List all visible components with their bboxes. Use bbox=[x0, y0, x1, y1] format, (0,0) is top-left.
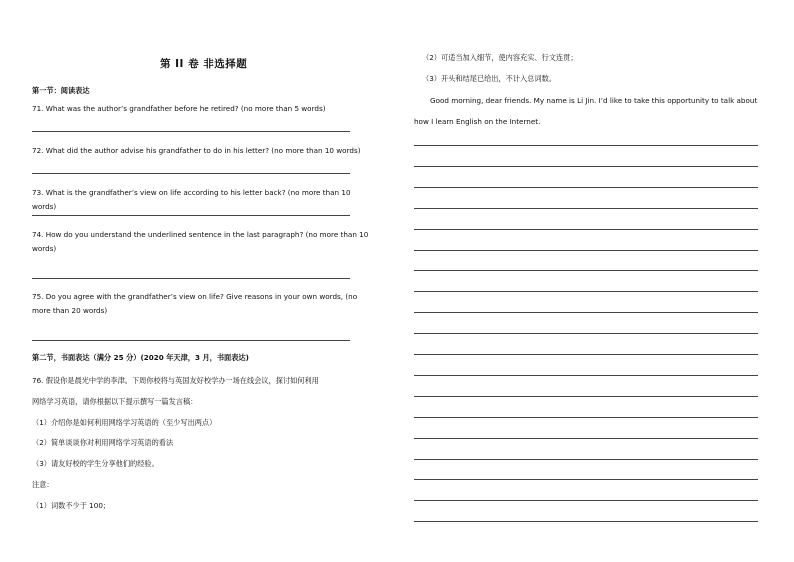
question-72: 72. What did the author advise his grandfather to do in his letter? (no more than 10 words) bbox=[32, 146, 361, 155]
writing-line[interactable] bbox=[414, 291, 758, 292]
writing-line[interactable] bbox=[414, 145, 758, 146]
writing-line[interactable] bbox=[414, 270, 758, 271]
opening-line-2: how I learn English on the Internet. bbox=[414, 117, 541, 126]
writing-line[interactable] bbox=[414, 479, 758, 480]
writing-line[interactable] bbox=[414, 166, 758, 167]
question-74: 74. How do you understand the underlined sentence in the last paragraph? (no more than 10 words) bbox=[32, 230, 369, 253]
writing-line[interactable] bbox=[414, 208, 758, 209]
writing-line[interactable] bbox=[414, 250, 758, 251]
note-2: （2）可适当加入细节，使内容充实、行文连贯； bbox=[422, 53, 578, 62]
answer-line-74[interactable] bbox=[32, 278, 350, 279]
answer-line-75[interactable] bbox=[32, 340, 350, 341]
opening-line-1: Good morning, dear friends. My name is Li Jin. I’d like to take this opportunity to talk about bbox=[430, 96, 758, 105]
writing-line[interactable] bbox=[414, 438, 758, 439]
prompt-point-2: （2）简单谈谈你对利用网络学习英语的看法 bbox=[32, 438, 174, 447]
answer-line-73[interactable] bbox=[32, 215, 350, 216]
question-75: 75. Do you agree with the grandfather’s view on life? Give reasons in your own words, (no more than 20 words) bbox=[32, 292, 358, 315]
writing-line[interactable] bbox=[414, 187, 758, 188]
question-71: 71. What was the author’s grandfather before he retired? (no more than 5 words) bbox=[32, 104, 326, 113]
writing-line[interactable] bbox=[414, 521, 758, 522]
section2-heading: 第二节，书面表达（满分 25 分）(2020 年天津，3 月，书面表达) bbox=[32, 353, 249, 362]
answer-line-72[interactable] bbox=[32, 173, 350, 174]
answer-line-71[interactable] bbox=[32, 131, 350, 132]
writing-line[interactable] bbox=[414, 500, 758, 501]
prompt-point-1: （1）介绍你是如何利用网络学习英语的（至少写出两点） bbox=[32, 418, 217, 427]
note-label: 注意： bbox=[32, 480, 54, 489]
writing-line[interactable] bbox=[414, 354, 758, 355]
prompt-line-2: 网络学习英语，请你根据以下提示撰写一篇发言稿： bbox=[32, 397, 198, 406]
prompt-point-3: （3）请友好校的学生分享他们的经验。 bbox=[32, 459, 159, 468]
question-73: 73. What is the grandfather’s view on life according to his letter back? (no more than 10 words) bbox=[32, 188, 351, 211]
writing-line[interactable] bbox=[414, 375, 758, 376]
prompt-line-1: 76. 假设你是晨光中学的李津。下周你校将与英国友好校学办一场在线会议，探讨如何利用 bbox=[32, 376, 319, 385]
writing-line[interactable] bbox=[414, 333, 758, 334]
writing-line[interactable] bbox=[414, 396, 758, 397]
note-1: （1）词数不少于 100； bbox=[32, 501, 111, 510]
section1-heading: 第一节：阅读表达 bbox=[32, 86, 90, 95]
writing-line[interactable] bbox=[414, 459, 758, 460]
note-3: （3）开头和结尾已给出，不计入总词数。 bbox=[422, 74, 556, 83]
writing-line[interactable] bbox=[414, 417, 758, 418]
writing-line[interactable] bbox=[414, 229, 758, 230]
page-title: 第 II 卷 非选择题 bbox=[160, 58, 248, 70]
writing-line[interactable] bbox=[414, 312, 758, 313]
